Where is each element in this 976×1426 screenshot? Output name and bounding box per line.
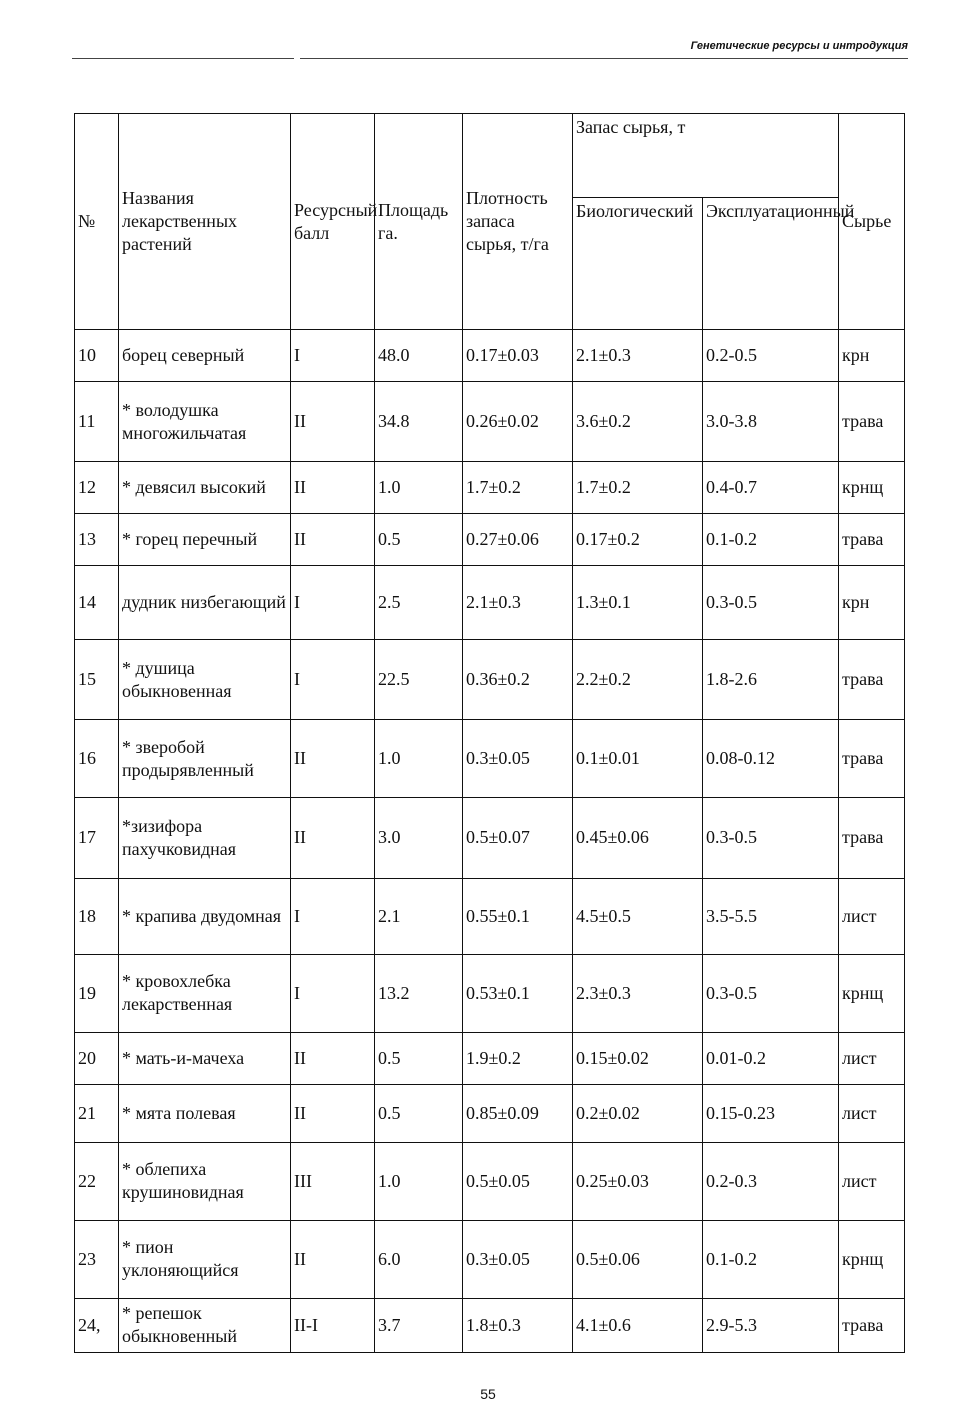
header-name: Названия лекарственных растений (119, 114, 291, 330)
cell-density: 0.5±0.05 (463, 1142, 573, 1220)
cell-bio: 0.5±0.06 (573, 1220, 703, 1298)
table-row (75, 640, 905, 720)
cell-raw: крнщ (839, 462, 905, 514)
cell-area: 0.5 (375, 1032, 463, 1084)
cell-expl: 2.9-5.3 (703, 1298, 839, 1352)
cell-no: 13 (75, 514, 119, 566)
cell-score: II (291, 514, 375, 566)
cell-area: 0.5 (375, 1084, 463, 1142)
header-bio: Биологический (573, 198, 703, 330)
cell-bio: 0.1±0.01 (573, 720, 703, 798)
cell-density: 2.1±0.3 (463, 566, 573, 640)
cell-bio: 4.5±0.5 (573, 878, 703, 954)
header-score: Ресурсный балл (291, 114, 375, 330)
cell-no: 17 (75, 798, 119, 878)
cell-score: I (291, 640, 375, 720)
cell-score: II (291, 1032, 375, 1084)
cell-expl: 0.1-0.2 (703, 1220, 839, 1298)
cell-density: 1.7±0.2 (463, 462, 573, 514)
cell-bio: 0.45±0.06 (573, 798, 703, 878)
cell-bio: 0.25±0.03 (573, 1142, 703, 1220)
cell-name: * зверобой продырявленный (119, 720, 291, 798)
cell-density: 0.53±0.1 (463, 954, 573, 1032)
cell-density: 0.26±0.02 (463, 382, 573, 462)
table-row (75, 566, 905, 640)
header-rule-right (300, 58, 908, 59)
cell-score: II (291, 382, 375, 462)
cell-area: 1.0 (375, 1142, 463, 1220)
cell-no: 22 (75, 1142, 119, 1220)
cell-expl: 3.5-5.5 (703, 878, 839, 954)
cell-no: 14 (75, 566, 119, 640)
cell-bio: 0.15±0.02 (573, 1032, 703, 1084)
cell-density: 0.17±0.03 (463, 330, 573, 382)
cell-name: * облепиха крушиновидная (119, 1142, 291, 1220)
cell-raw: трава (839, 1298, 905, 1352)
cell-area: 1.0 (375, 462, 463, 514)
cell-area: 2.1 (375, 878, 463, 954)
cell-raw: трава (839, 514, 905, 566)
cell-score: II (291, 1084, 375, 1142)
cell-expl: 0.3-0.5 (703, 954, 839, 1032)
cell-score: II (291, 462, 375, 514)
cell-no: 11 (75, 382, 119, 462)
cell-no: 21 (75, 1084, 119, 1142)
cell-no: 18 (75, 878, 119, 954)
cell-density: 0.3±0.05 (463, 720, 573, 798)
cell-score: I (291, 330, 375, 382)
cell-expl: 0.2-0.5 (703, 330, 839, 382)
cell-score: II (291, 1220, 375, 1298)
cell-raw: крн (839, 566, 905, 640)
cell-name: * репешок обыкновенный (119, 1298, 291, 1352)
cell-expl: 0.3-0.5 (703, 566, 839, 640)
cell-name: *зизифора пахучковидная (119, 798, 291, 878)
table-row (75, 798, 905, 878)
cell-name: борец северный (119, 330, 291, 382)
header-raw: Сырье (839, 114, 905, 330)
cell-density: 0.55±0.1 (463, 878, 573, 954)
cell-score: III (291, 1142, 375, 1220)
cell-raw: лист (839, 1032, 905, 1084)
cell-score: I (291, 566, 375, 640)
cell-expl: 0.15-0.23 (703, 1084, 839, 1142)
cell-no: 20 (75, 1032, 119, 1084)
table-row (75, 1032, 905, 1084)
cell-density: 0.3±0.05 (463, 1220, 573, 1298)
cell-area: 3.0 (375, 798, 463, 878)
cell-no: 23 (75, 1220, 119, 1298)
cell-bio: 3.6±0.2 (573, 382, 703, 462)
cell-bio: 2.3±0.3 (573, 954, 703, 1032)
table-row (75, 382, 905, 462)
cell-bio: 2.2±0.2 (573, 640, 703, 720)
cell-name: * душица обыкновенная (119, 640, 291, 720)
cell-raw: крнщ (839, 954, 905, 1032)
cell-bio: 2.1±0.3 (573, 330, 703, 382)
cell-expl: 0.4-0.7 (703, 462, 839, 514)
cell-score: I (291, 954, 375, 1032)
cell-expl: 1.8-2.6 (703, 640, 839, 720)
cell-density: 0.36±0.2 (463, 640, 573, 720)
cell-name: * мята полевая (119, 1084, 291, 1142)
cell-area: 34.8 (375, 382, 463, 462)
cell-density: 0.27±0.06 (463, 514, 573, 566)
cell-bio: 1.3±0.1 (573, 566, 703, 640)
cell-score: II (291, 720, 375, 798)
cell-score: II-I (291, 1298, 375, 1352)
table-row (75, 720, 905, 798)
cell-bio: 4.1±0.6 (573, 1298, 703, 1352)
cell-raw: трава (839, 382, 905, 462)
header-area: Площадь га. (375, 114, 463, 330)
cell-expl: 0.01-0.2 (703, 1032, 839, 1084)
cell-area: 2.5 (375, 566, 463, 640)
table-row (75, 1298, 905, 1352)
cell-raw: лист (839, 1084, 905, 1142)
cell-raw: трава (839, 640, 905, 720)
cell-name: * мать-и-мачеха (119, 1032, 291, 1084)
cell-no: 19 (75, 954, 119, 1032)
table-row (75, 954, 905, 1032)
cell-bio: 0.2±0.02 (573, 1084, 703, 1142)
cell-no: 12 (75, 462, 119, 514)
cell-density: 1.8±0.3 (463, 1298, 573, 1352)
cell-density: 0.5±0.07 (463, 798, 573, 878)
cell-density: 1.9±0.2 (463, 1032, 573, 1084)
header-expl: Эксплуатационный (703, 198, 839, 330)
cell-raw: крнщ (839, 1220, 905, 1298)
table-row (75, 1220, 905, 1298)
cell-area: 3.7 (375, 1298, 463, 1352)
table-row (75, 462, 905, 514)
cell-bio: 1.7±0.2 (573, 462, 703, 514)
cell-raw: лист (839, 1142, 905, 1220)
cell-area: 13.2 (375, 954, 463, 1032)
header-density: Плотность запаса сырья, т/га (463, 114, 573, 330)
header-stock: Запас сырья, т (573, 114, 839, 198)
cell-name: дудник низбегающий (119, 566, 291, 640)
cell-name: * пион уклоняющийся (119, 1220, 291, 1298)
cell-expl: 0.08-0.12 (703, 720, 839, 798)
table-row (75, 878, 905, 954)
cell-name: * крапива двудомная (119, 878, 291, 954)
cell-score: II (291, 798, 375, 878)
cell-raw: трава (839, 798, 905, 878)
cell-expl: 0.1-0.2 (703, 514, 839, 566)
header-no: № (75, 114, 119, 330)
cell-raw: крн (839, 330, 905, 382)
cell-no: 15 (75, 640, 119, 720)
running-head: Генетические ресурсы и интродукция (690, 40, 908, 52)
cell-area: 0.5 (375, 514, 463, 566)
cell-name: * кровохлебка лекарственная (119, 954, 291, 1032)
cell-raw: трава (839, 720, 905, 798)
cell-bio: 0.17±0.2 (573, 514, 703, 566)
page-number: 55 (480, 1386, 496, 1402)
cell-area: 22.5 (375, 640, 463, 720)
table-row (75, 1142, 905, 1220)
cell-raw: лист (839, 878, 905, 954)
cell-no: 24, (75, 1298, 119, 1352)
cell-area: 48.0 (375, 330, 463, 382)
table-body (75, 330, 905, 1353)
cell-name: * девясил высокий (119, 462, 291, 514)
cell-name: * володушка многожильчатая (119, 382, 291, 462)
cell-expl: 0.3-0.5 (703, 798, 839, 878)
cell-no: 16 (75, 720, 119, 798)
header-rule-left (72, 58, 294, 59)
cell-no: 10 (75, 330, 119, 382)
cell-name: * горец перечный (119, 514, 291, 566)
table-row (75, 330, 905, 382)
cell-score: I (291, 878, 375, 954)
cell-area: 6.0 (375, 1220, 463, 1298)
cell-expl: 3.0-3.8 (703, 382, 839, 462)
plant-resources-table (74, 113, 905, 1353)
cell-density: 0.85±0.09 (463, 1084, 573, 1142)
table-row (75, 1084, 905, 1142)
table-row (75, 514, 905, 566)
cell-area: 1.0 (375, 720, 463, 798)
cell-expl: 0.2-0.3 (703, 1142, 839, 1220)
